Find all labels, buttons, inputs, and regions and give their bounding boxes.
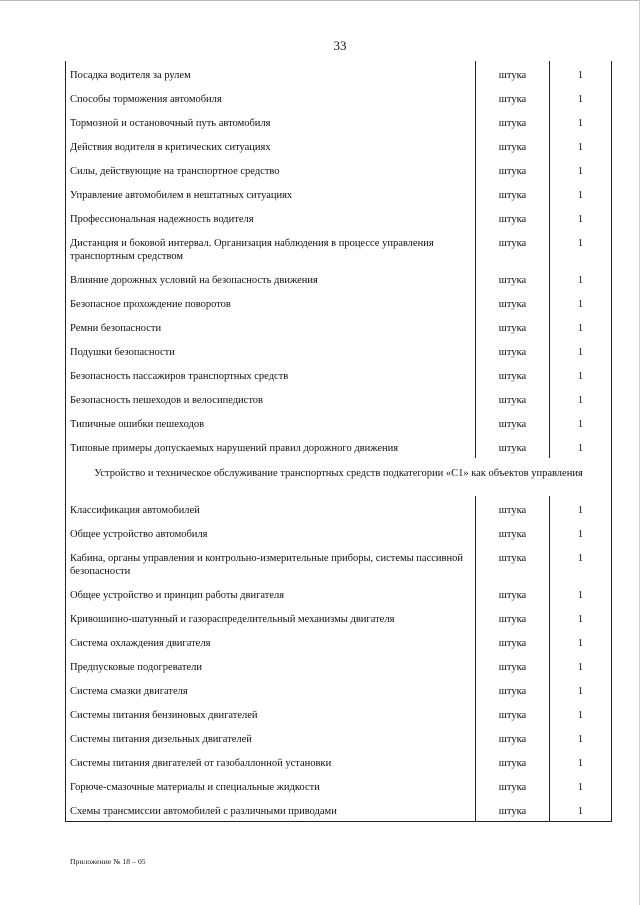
- item-unit: штука: [476, 266, 550, 290]
- table-row: [66, 61, 612, 85]
- item-quantity: 1: [550, 386, 612, 410]
- table-row: [66, 205, 612, 229]
- table-row: [66, 725, 612, 749]
- item-name: Классификация автомобилей: [66, 496, 476, 520]
- equipment-table: [65, 61, 612, 822]
- item-name: Кривошипно-шатунный и газораспределительный механизмы двигателя: [66, 605, 476, 629]
- item-unit: штука: [476, 314, 550, 338]
- table-row: [66, 749, 612, 773]
- table-row: [66, 338, 612, 362]
- item-quantity: 1: [550, 544, 612, 581]
- item-name: Профессиональная надежность водителя: [66, 205, 476, 229]
- item-unit: штука: [476, 229, 550, 266]
- item-quantity: 1: [550, 205, 612, 229]
- item-quantity: 1: [550, 629, 612, 653]
- item-quantity: 1: [550, 133, 612, 157]
- table-row: [66, 181, 612, 205]
- table-row: [66, 290, 612, 314]
- item-quantity: 1: [550, 338, 612, 362]
- item-unit: штука: [476, 290, 550, 314]
- item-quantity: 1: [550, 581, 612, 605]
- item-unit: штука: [476, 434, 550, 458]
- item-name: Система смазки двигателя: [66, 677, 476, 701]
- item-name: Силы, действующие на транспортное средство: [66, 157, 476, 181]
- table-row: [66, 653, 612, 677]
- item-unit: штука: [476, 520, 550, 544]
- item-unit: штука: [476, 725, 550, 749]
- item-name: Система охлаждения двигателя: [66, 629, 476, 653]
- table-row: [66, 133, 612, 157]
- item-name: Общее устройство и принцип работы двигателя: [66, 581, 476, 605]
- table-row: [66, 496, 612, 520]
- item-unit: штука: [476, 496, 550, 520]
- item-unit: штука: [476, 109, 550, 133]
- item-unit: штука: [476, 797, 550, 822]
- item-quantity: 1: [550, 410, 612, 434]
- item-quantity: 1: [550, 605, 612, 629]
- item-name: Посадка водителя за рулем: [66, 61, 476, 85]
- page-top-edge: [0, 0, 640, 1]
- item-unit: штука: [476, 205, 550, 229]
- item-unit: штука: [476, 338, 550, 362]
- table-row: [66, 797, 612, 822]
- item-quantity: 1: [550, 797, 612, 822]
- item-name: Общее устройство автомобиля: [66, 520, 476, 544]
- item-name: Системы питания дизельных двигателей: [66, 725, 476, 749]
- item-name: Ремни безопасности: [66, 314, 476, 338]
- item-quantity: 1: [550, 61, 612, 85]
- table-row: [66, 677, 612, 701]
- item-unit: штука: [476, 133, 550, 157]
- item-unit: штука: [476, 629, 550, 653]
- item-quantity: 1: [550, 677, 612, 701]
- item-name: Предпусковые подогреватели: [66, 653, 476, 677]
- table-row: [66, 362, 612, 386]
- item-quantity: 1: [550, 229, 612, 266]
- item-quantity: 1: [550, 85, 612, 109]
- table-row: [66, 701, 612, 725]
- table-row: [66, 629, 612, 653]
- item-unit: штука: [476, 410, 550, 434]
- item-quantity: 1: [550, 290, 612, 314]
- item-name: Кабина, органы управления и контрольно-измерительные приборы, системы пассивной безопасности: [66, 544, 476, 581]
- item-name: Тормозной и остановочный путь автомобиля: [66, 109, 476, 133]
- item-quantity: 1: [550, 157, 612, 181]
- item-unit: штука: [476, 605, 550, 629]
- item-name: Безопасное прохождение поворотов: [66, 290, 476, 314]
- item-quantity: 1: [550, 725, 612, 749]
- item-quantity: 1: [550, 773, 612, 797]
- item-unit: штука: [476, 677, 550, 701]
- item-unit: штука: [476, 157, 550, 181]
- item-name: Безопасность пассажиров транспортных средств: [66, 362, 476, 386]
- table-row: [66, 85, 612, 109]
- table-row: [66, 314, 612, 338]
- item-name: Действия водителя в критических ситуациях: [66, 133, 476, 157]
- item-quantity: 1: [550, 653, 612, 677]
- item-name: Влияние дорожных условий на безопасность движения: [66, 266, 476, 290]
- item-name: Типовые примеры допускаемых нарушений правил дорожного движения: [66, 434, 476, 458]
- item-quantity: 1: [550, 266, 612, 290]
- item-name: Безопасность пешеходов и велосипедистов: [66, 386, 476, 410]
- item-name: Дистанция и боковой интервал. Организация наблюдения в процессе управления транспортным средством: [66, 229, 476, 266]
- item-name: Типичные ошибки пешеходов: [66, 410, 476, 434]
- item-unit: штука: [476, 773, 550, 797]
- footer-note: Приложение № 18 – 05: [70, 857, 146, 866]
- item-unit: штука: [476, 749, 550, 773]
- item-quantity: 1: [550, 749, 612, 773]
- item-unit: штука: [476, 181, 550, 205]
- item-unit: штука: [476, 85, 550, 109]
- item-unit: штука: [476, 653, 550, 677]
- table-row: [66, 157, 612, 181]
- table-row: [66, 520, 612, 544]
- table-row: [66, 434, 612, 458]
- item-unit: штука: [476, 386, 550, 410]
- table-row: [66, 386, 612, 410]
- item-quantity: 1: [550, 314, 612, 338]
- table-row: [66, 605, 612, 629]
- page-number: 33: [333, 38, 347, 53]
- item-name: Схемы трансмиссии автомобилей с различными приводами: [66, 797, 476, 822]
- section-title: Устройство и техническое обслуживание транспортных средств подкатегории «С1» как объектов управления: [66, 458, 612, 496]
- item-quantity: 1: [550, 520, 612, 544]
- table-row: [66, 266, 612, 290]
- item-unit: штука: [476, 701, 550, 725]
- table-row: [66, 229, 612, 266]
- item-unit: штука: [476, 544, 550, 581]
- table-row: [66, 581, 612, 605]
- item-name: Горюче-смазочные материалы и специальные жидкости: [66, 773, 476, 797]
- table-row: [66, 544, 612, 581]
- item-unit: штука: [476, 581, 550, 605]
- item-unit: штука: [476, 61, 550, 85]
- item-unit: штука: [476, 362, 550, 386]
- table-row: [66, 773, 612, 797]
- item-quantity: 1: [550, 434, 612, 458]
- section-header-row: [66, 458, 612, 496]
- table-row: [66, 410, 612, 434]
- item-quantity: 1: [550, 496, 612, 520]
- item-name: Управление автомобилем в нештатных ситуациях: [66, 181, 476, 205]
- item-quantity: 1: [550, 701, 612, 725]
- item-quantity: 1: [550, 109, 612, 133]
- item-name: Способы торможения автомобиля: [66, 85, 476, 109]
- item-name: Системы питания двигателей от газобаллонной установки: [66, 749, 476, 773]
- item-quantity: 1: [550, 181, 612, 205]
- table-row: [66, 109, 612, 133]
- item-name: Системы питания бензиновых двигателей: [66, 701, 476, 725]
- item-name: Подушки безопасности: [66, 338, 476, 362]
- item-quantity: 1: [550, 362, 612, 386]
